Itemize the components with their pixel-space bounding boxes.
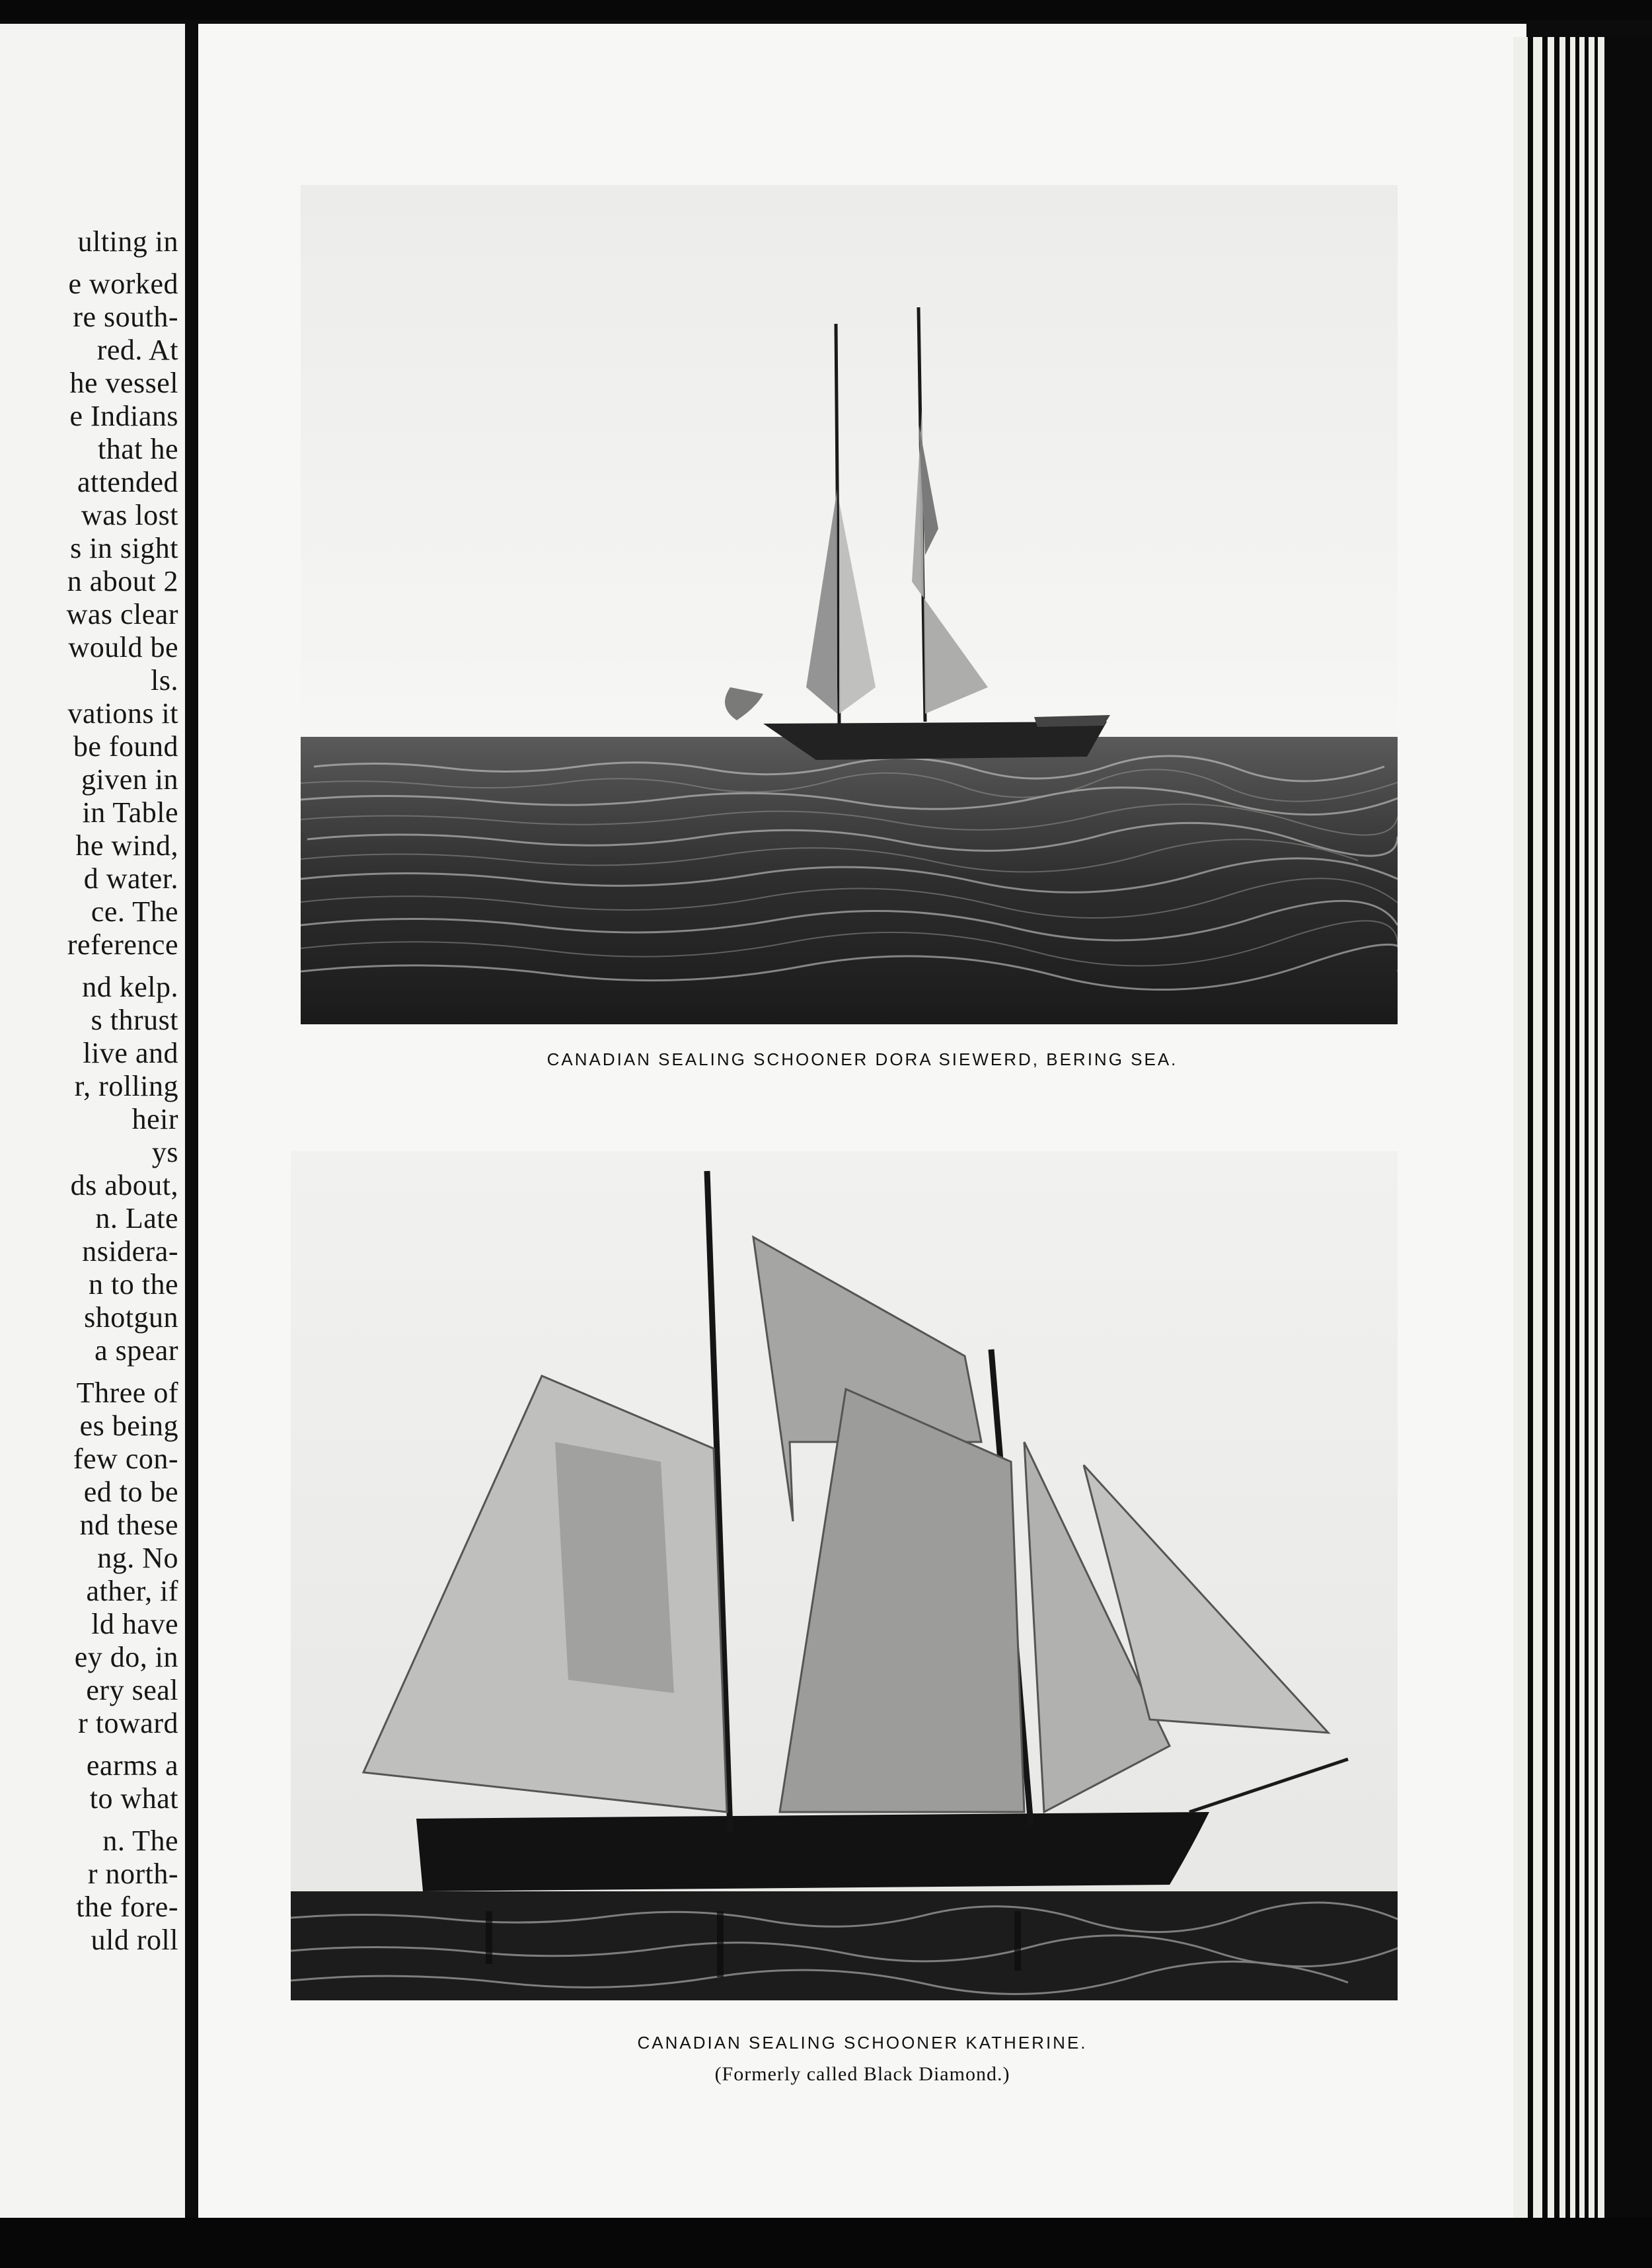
left-text-line: n about 2 (67, 565, 178, 597)
page-edges (1513, 37, 1652, 2238)
left-text-line: ls. (151, 664, 178, 697)
left-text-line: given in (81, 763, 178, 796)
scan-bottom-edge (0, 2218, 1652, 2268)
left-text-line: vations it (67, 697, 178, 730)
left-text-line: be found (73, 730, 178, 763)
left-text-line: heir (131, 1103, 178, 1135)
left-text-line: Three of (76, 1377, 178, 1409)
figure-2-caption: CANADIAN SEALING SCHOONER KATHERINE. (637, 2033, 1088, 2053)
left-text-line: ather, if (86, 1575, 178, 1607)
left-text-line: n to the (89, 1268, 178, 1301)
left-text-line: nsidera- (82, 1235, 178, 1267)
left-text-line: nd these (79, 1509, 178, 1541)
photo-katherine (291, 1151, 1398, 2000)
left-text-line: few con- (73, 1443, 178, 1475)
left-text-line: d water. (83, 862, 178, 895)
katherine-hull (416, 1812, 1209, 1891)
left-text-line: he wind, (75, 829, 178, 862)
left-text-line: ce. The (91, 895, 178, 928)
left-page (0, 24, 185, 2218)
left-text-line: r, rolling (74, 1070, 178, 1102)
left-text-line: es being (79, 1410, 178, 1442)
left-text-line: nd kelp. (82, 971, 178, 1003)
left-text-line: was lost (81, 499, 178, 531)
scan-top-edge (0, 0, 1652, 20)
left-text-line: e Indians (69, 400, 178, 432)
left-text-line: the fore- (76, 1891, 178, 1923)
left-text-line: re south- (73, 301, 178, 333)
left-text-line: attended (77, 466, 178, 498)
left-text-line: ds about, (70, 1169, 178, 1201)
left-text-line: ery seal (86, 1674, 178, 1706)
left-text-line: uld roll (91, 1924, 178, 1956)
left-text-line: e worked (68, 268, 178, 300)
photo-katherine-image (291, 1151, 1398, 2000)
left-text-line: a spear (94, 1334, 178, 1367)
left-text-line: earms a (86, 1749, 178, 1782)
left-text-line: live and (83, 1037, 178, 1069)
left-text-line: ed to be (83, 1476, 178, 1508)
left-text-line: n. Late (95, 1202, 178, 1234)
left-text-line: red. At (96, 334, 178, 366)
left-text-line: ng. No (97, 1542, 178, 1574)
left-text-line: ys (151, 1136, 178, 1168)
left-text-line: to what (89, 1782, 178, 1815)
left-text-line: was clear (66, 598, 178, 630)
left-text-line: r toward (78, 1707, 178, 1739)
left-text-line: r north- (87, 1858, 178, 1890)
left-text-line: ulting in (77, 225, 178, 258)
left-text-line: would be (68, 631, 178, 663)
left-text-line: s in sight (70, 532, 178, 564)
photo-dora-siewerd (301, 185, 1398, 1024)
left-text-line: that he (97, 433, 178, 465)
left-text-line: s thrust (91, 1004, 178, 1036)
left-text-line: shotgun (84, 1301, 178, 1334)
left-text-line: ld have (91, 1608, 178, 1640)
left-text-line: reference (67, 928, 178, 961)
figure-2-subcaption: (Formerly called Black Diamond.) (714, 2063, 1010, 2085)
left-text-line: ey do, in (74, 1641, 178, 1673)
left-text-line: he vessel (69, 367, 178, 399)
left-text-line: in Table (82, 796, 178, 829)
left-text-line: n. The (102, 1825, 178, 1857)
photo-dora-siewerd-image (301, 185, 1398, 1024)
figure-1-caption: CANADIAN SEALING SCHOONER DORA SIEWERD, BERING SEA. (546, 1049, 1178, 1069)
